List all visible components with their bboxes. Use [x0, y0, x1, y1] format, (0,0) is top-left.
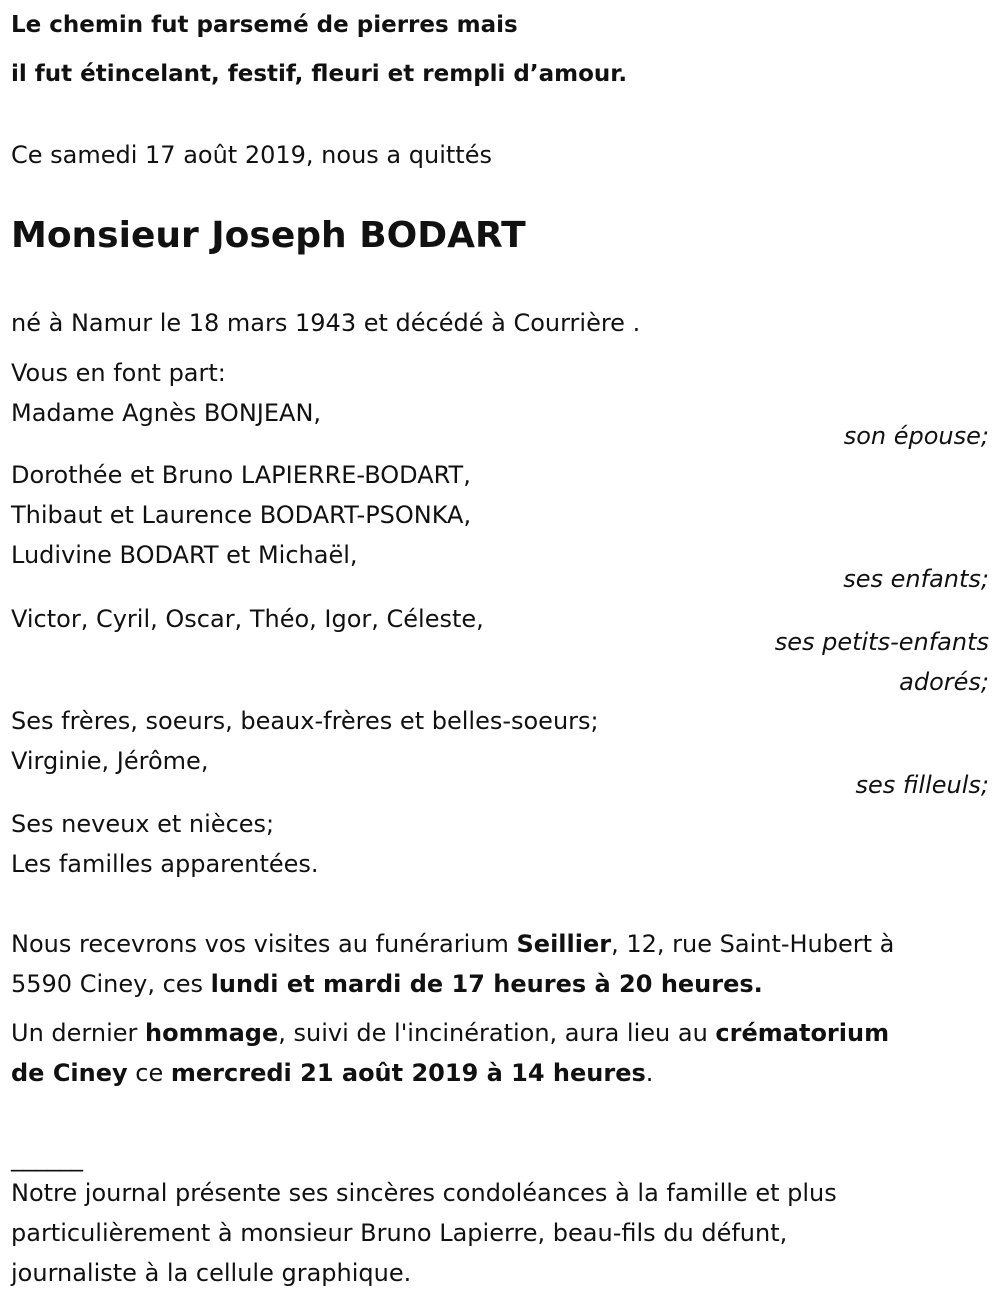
visits-text-3: 5590 Ciney, ces	[11, 970, 211, 998]
visit-hours: lundi et mardi de 17 heures à 20 heures.	[210, 970, 763, 998]
funeral-home-name: Seillier	[516, 930, 612, 958]
grandchildren-names: Victor, Cyril, Oscar, Théo, Igor, Céleste,	[11, 605, 484, 633]
ceremony-place: de Ciney	[11, 1059, 128, 1087]
ceremony-date: mercredi 21 août 2019 à 14 heures	[170, 1059, 646, 1087]
godchildren-names: Virginie, Jérôme,	[11, 747, 209, 775]
ceremony-line-1	[11, 1018, 889, 1048]
ceremony-hommage: hommage	[145, 1019, 279, 1047]
visits-line-1	[11, 929, 894, 959]
spouse-name: Madame Agnès BONJEAN,	[11, 399, 322, 427]
ceremony-text-1: Un dernier	[11, 1019, 145, 1047]
condolences-line-3: journaliste à la cellule graphique.	[11, 1259, 412, 1287]
birth-death-text: né à Namur le 18 mars 1943 et décédé à Courrière .	[11, 309, 641, 337]
announce-text: Vous en font part:	[11, 359, 226, 387]
quote-line-2: il fut étincelant, festif, fleuri et rempli d’amour.	[11, 61, 628, 87]
intro-text: Ce samedi 17 août 2019, nous a quittés	[11, 141, 492, 169]
ceremony-text-2: , suivi de l'incinération, aura lieu au	[278, 1019, 716, 1047]
condolences-line-2: particulièrement à monsieur Bruno Lapierre, beau-fils du défunt,	[11, 1219, 788, 1247]
spouse-role: son épouse;	[843, 422, 989, 450]
deceased-name: Monsieur Joseph BODART	[11, 215, 526, 256]
children-role: ses enfants;	[843, 565, 989, 593]
families-text: Les familles apparentées.	[11, 850, 319, 878]
separator-line: ______	[11, 1144, 83, 1172]
grandchildren-role-line-1: ses petits-enfants	[774, 628, 989, 656]
child-line-2: Thibaut et Laurence BODART-PSONKA,	[11, 501, 472, 529]
condolences-line-1: Notre journal présente ses sincères condoléances à la famille et plus	[11, 1179, 837, 1207]
visits-text-1: Nous recevrons vos visites au funérarium	[11, 930, 517, 958]
child-line-3: Ludivine BODART et Michaël,	[11, 541, 358, 569]
visits-text-2: , 12, rue Saint-Hubert à	[611, 930, 895, 958]
ceremony-text-3: ce	[127, 1059, 171, 1087]
ceremony-line-2	[11, 1058, 653, 1088]
grandchildren-role-line-2: adorés;	[899, 668, 989, 696]
nephews-text: Ses neveux et nièces;	[11, 810, 275, 838]
child-line-1: Dorothée et Bruno LAPIERRE-BODART,	[11, 461, 471, 489]
ceremony-text-4: .	[645, 1059, 654, 1087]
godchildren-role: ses filleuls;	[855, 771, 989, 799]
ceremony-crematorium: crématorium	[715, 1019, 890, 1047]
quote-line-1: Le chemin fut parsemé de pierres mais	[11, 12, 518, 38]
visits-line-2	[11, 969, 763, 999]
siblings-text: Ses frères, soeurs, beaux-frères et belles-soeurs;	[11, 707, 599, 735]
